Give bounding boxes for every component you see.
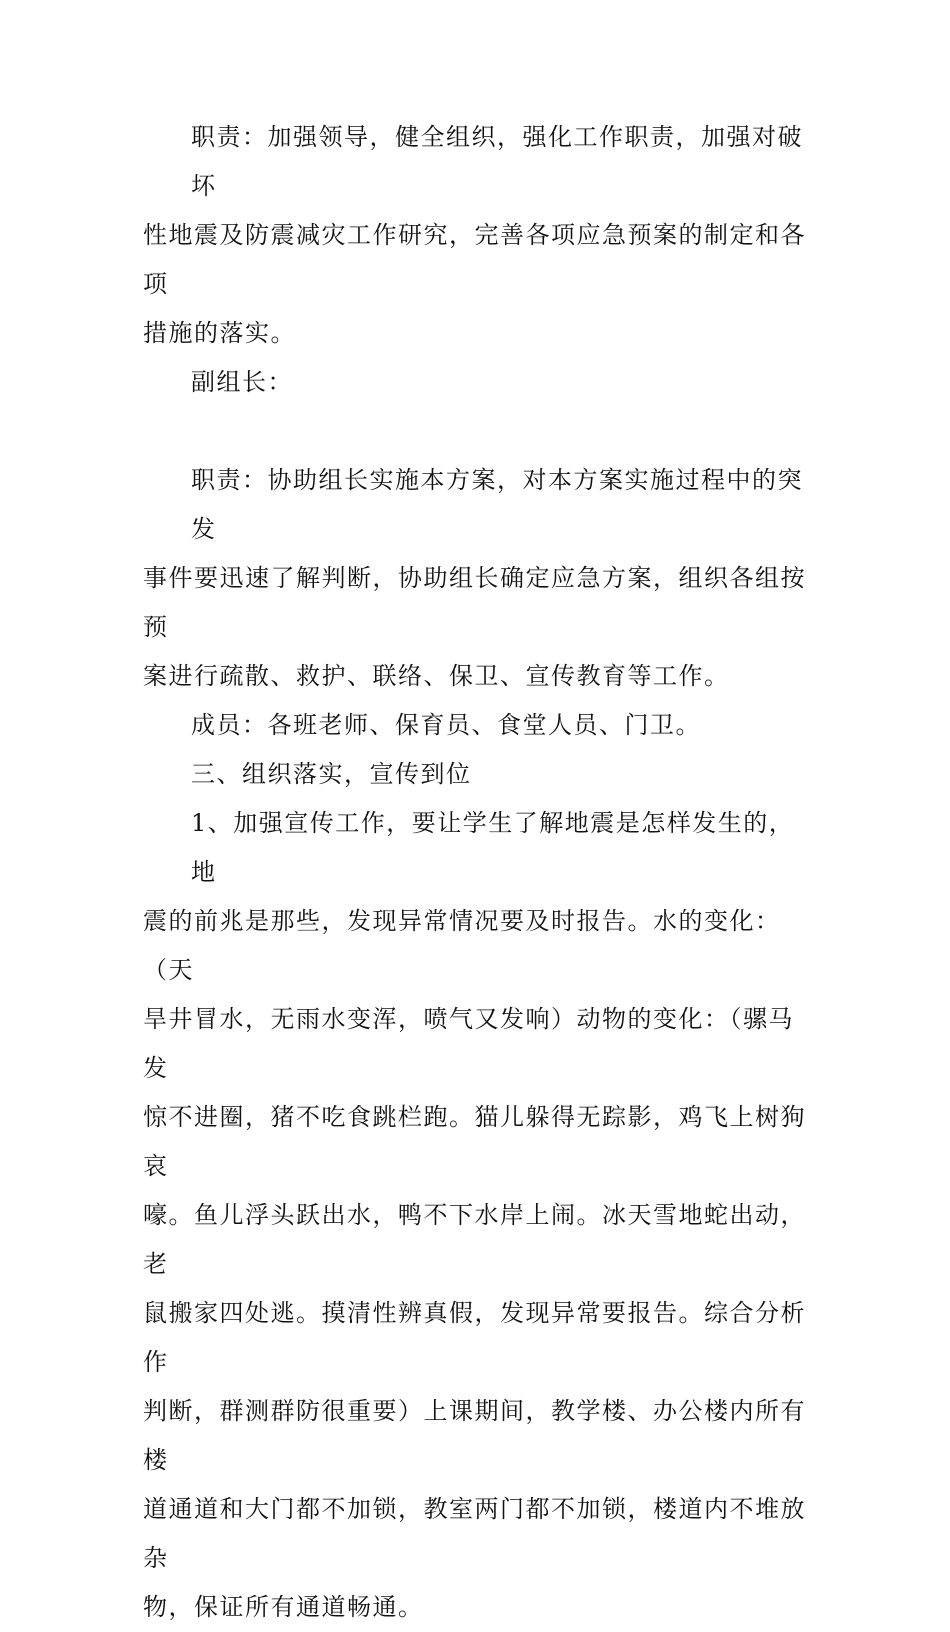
- text-line: 惊不进圈，猪不吃食跳栏跑。猫儿躲得无踪影，鸡飞上树狗哀: [143, 1103, 806, 1180]
- text-line: 职责：协助组长实施本方案，对本方案实施过程中的突发: [191, 466, 803, 543]
- text-line: 道通道和大门都不加锁，教室两门都不加锁，楼道内不堆放杂: [143, 1495, 806, 1572]
- text-line: 判断，群测群防很重要）上课期间，教学楼、办公楼内所有楼: [143, 1397, 806, 1474]
- text-line: 职责：加强领导，健全组织，强化工作职责，加强对破坏: [191, 123, 803, 200]
- text-line: 1、加强宣传工作，要让学生了解地震是怎样发生的，地: [191, 809, 795, 886]
- paragraph-members: 成员：各班老师、保育员、食堂人员、门卫。: [191, 711, 701, 739]
- document-page: [143, 113, 813, 1632]
- text-line: 旱井冒水，无雨水变浑，喷气又发响）动物的变化：（骡马发: [143, 1005, 794, 1082]
- paragraph-duties-deputy: [143, 456, 813, 701]
- text-line: 鼠搬家四处逃。摸清性辨真假，发现异常要报告。综合分析作: [143, 1299, 806, 1376]
- blank-spacer: [143, 407, 813, 456]
- text-line: 事件要迅速了解判断，协助组长确定应急方案，组织各组按预: [143, 564, 806, 641]
- text-line: 性地震及防震减灾工作研究，完善各项应急预案的制定和各项: [143, 221, 806, 298]
- paragraph-publicity: [143, 799, 813, 1632]
- heading-deputy-leader: 副组长：: [191, 368, 293, 396]
- text-line: 措施的落实。: [143, 319, 296, 347]
- text-line: 物，保证所有通道畅通。: [143, 1593, 424, 1621]
- text-line: 案进行疏散、救护、联络、保卫、宣传教育等工作。: [143, 662, 730, 690]
- paragraph-duties-leader: [143, 113, 813, 358]
- text-line: 嚎。鱼儿浮头跃出水，鸭不下水岸上闹。冰天雪地蛇出动，老: [143, 1201, 806, 1278]
- section-heading: 三、组织落实，宣传到位: [191, 760, 472, 788]
- text-line: 震的前兆是那些，发现异常情况要及时报告。水的变化：（天: [143, 907, 781, 984]
